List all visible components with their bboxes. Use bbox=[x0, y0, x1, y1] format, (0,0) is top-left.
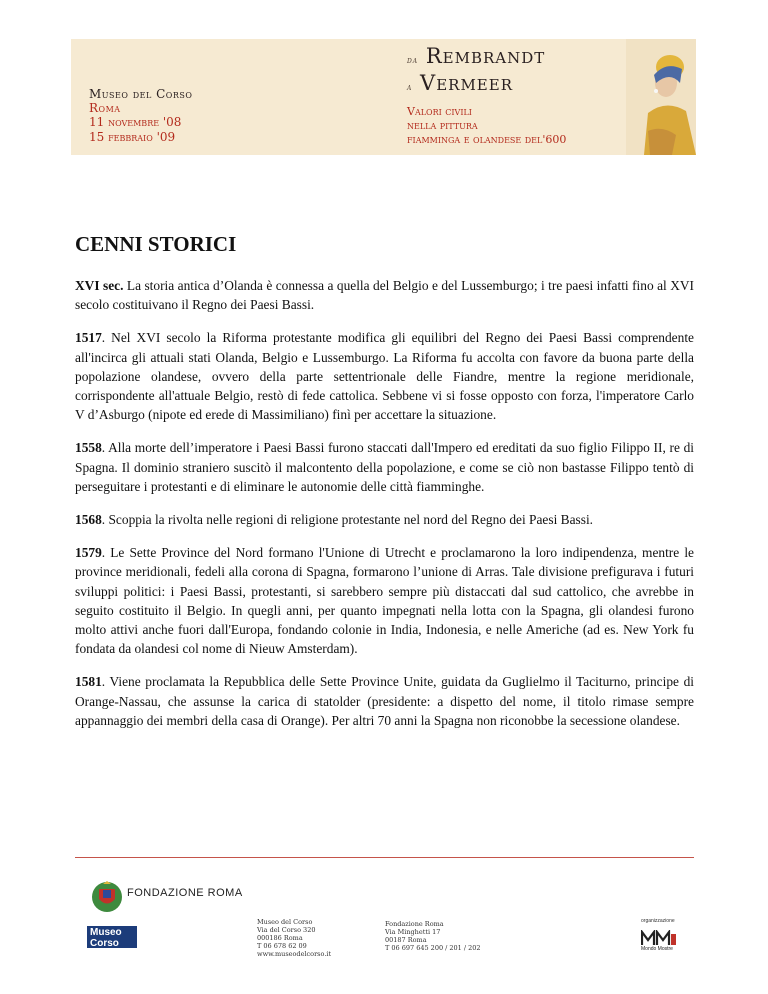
address-line: T 06 697 645 200 / 201 / 202 bbox=[385, 944, 481, 952]
exhibition-banner bbox=[71, 39, 696, 155]
banner-exhibition-title bbox=[407, 45, 566, 147]
address-line: Via del Corso 320 bbox=[257, 926, 316, 934]
date-start: 11 novembre '08 bbox=[89, 115, 182, 129]
address-line: T 06 678 62 09 bbox=[257, 942, 307, 950]
address-line: 000186 Roma bbox=[257, 934, 303, 942]
word-da: da bbox=[407, 56, 419, 65]
paragraph-label: 1579 bbox=[75, 545, 102, 561]
paragraph-label: 1568 bbox=[75, 512, 102, 528]
paragraph-text: La storia antica d’Olanda è connessa a quella del Belgio e del Lussemburgo; i tre paesi infatti fino al XVI secolo costituivano il Regno dei Paesi Bassi. bbox=[75, 278, 694, 313]
fondazione-roma-name: FONDAZIONE ROMA bbox=[127, 887, 243, 899]
fondazione-roma-crest-icon bbox=[90, 880, 124, 914]
fondazione-address bbox=[385, 920, 481, 952]
address-line: Fondazione Roma bbox=[385, 920, 444, 928]
name-vermeer: Vermeer bbox=[420, 71, 513, 95]
museo-logo-line-1: Museo bbox=[90, 927, 122, 938]
banner-venue bbox=[89, 87, 192, 145]
organizzazione-label: organizzazione bbox=[641, 918, 675, 924]
paragraph-1568 bbox=[75, 510, 694, 529]
footer-divider bbox=[75, 857, 694, 858]
mondo-mostre-name: Mondo Mostre bbox=[641, 946, 673, 952]
paragraph-1517 bbox=[75, 328, 694, 424]
paragraph-label: 1558 bbox=[75, 440, 102, 456]
address-line: Via Minghetti 17 bbox=[385, 928, 441, 936]
subtitle-line-1: Valori civili bbox=[407, 105, 472, 118]
document-title: CENNI STORICI bbox=[75, 232, 237, 256]
paragraph-text: . Alla morte dell’imperatore i Paesi Bassi furono staccati dall'Impero ed ereditati da suo figlio Filippo II, re di Spagna. Il dominio straniero suscitò il malcontento della popolazione, e come se ciò non bastasse Filippo tentò di perseguitare i protestanti e di eliminare le autonomie delle città fiamminghe. bbox=[75, 440, 694, 494]
mondo-mostre-logo-icon bbox=[641, 930, 677, 946]
paragraph-1558 bbox=[75, 438, 694, 496]
paragraph-1579 bbox=[75, 543, 694, 658]
museo-address bbox=[257, 918, 331, 958]
paragraph-xvi-sec bbox=[75, 276, 694, 314]
paragraph-text: . Scoppia la rivolta nelle regioni di religione protestante nel nord del Regno dei Paesi Bassi. bbox=[101, 512, 594, 528]
exhibition-name-1 bbox=[407, 45, 566, 72]
address-line: www.museodelcorso.it bbox=[257, 950, 332, 958]
museo-del-corso-logo bbox=[87, 926, 137, 948]
date-end: 15 febbraio '09 bbox=[89, 130, 176, 144]
paragraph-label: 1581 bbox=[75, 674, 102, 690]
paragraph-1581 bbox=[75, 672, 694, 730]
paragraph-text: . Nel XVI secolo la Riforma protestante modifica gli equilibri del Regno dei Paesi Bassi comprendente all'incirca gli attuali stati Olanda, Belgio e Lussemburgo. La Riforma fu accolta con favore da buona parte della popolazione olandese, ovvero della parte settentrionale delle Fiandre, mentre la regione meridionale, corrispondente all'attuale Belgio, restò di fede cattolica. Sebbene vi si fosse opposto con forza, l'imperatore Carlo V d’Asburgo (nipote ed erede di Massimiliano) finì per accettare la situazione. bbox=[75, 330, 694, 423]
paragraph-label: 1517 bbox=[75, 330, 102, 346]
word-a: a bbox=[407, 83, 413, 92]
subtitle-line-2: nella pittura bbox=[407, 119, 478, 132]
page-footer bbox=[0, 870, 768, 994]
museo-logo-line-2: Corso bbox=[90, 938, 119, 949]
museum-name: Museo del Corso bbox=[89, 87, 193, 101]
exhibition-subtitle bbox=[407, 105, 566, 147]
museum-city: Roma bbox=[89, 101, 121, 115]
vermeer-portrait-image bbox=[626, 39, 696, 155]
paragraph-text: . Le Sette Province del Nord formano l'Unione di Utrecht e proclamarono la loro indipendenza, mentre le province meridionali, fedeli alla corona di Spagna, formarono l’unione di Arras. Tale divisione prefigurava i futuri sviluppi politici: i Paesi Bassi, protestanti, si sarebbero sempre più distaccati dal sud cattolico, che avrebbe in seguito costituito il Belgio. In quegli anni, per quanto impegnati nella lotta con la Spagna, gli olandesi furono molto attivi anche fuori dall'Europa, fondando colonie in India, Indonesia, e nelle Americhe (ad es. New York fu fondata da olandesi col nome di Nieuw Amsterdam). bbox=[75, 545, 694, 657]
paragraph-label: XVI sec. bbox=[75, 278, 124, 293]
exhibition-name-2 bbox=[407, 72, 566, 99]
address-line: 00187 Roma bbox=[385, 936, 427, 944]
paragraph-text: . Viene proclamata la Repubblica delle Sette Province Unite, guidata da Guglielmo il Taciturno, principe di Orange-Nassau, che assunse la carica di statolder (presidente: a dispetto del nome, il titolo rimase sempre appannaggio dei membri della casa di Orange). Per altri 70 anni la Spagna non riconobbe la secessione olandese. bbox=[75, 674, 694, 728]
subtitle-line-3: fiamminga e olandese del'600 bbox=[407, 133, 567, 146]
history-content bbox=[75, 276, 694, 744]
address-line: Museo del Corso bbox=[257, 918, 313, 926]
name-rembrandt: Rembrandt bbox=[425, 44, 546, 68]
